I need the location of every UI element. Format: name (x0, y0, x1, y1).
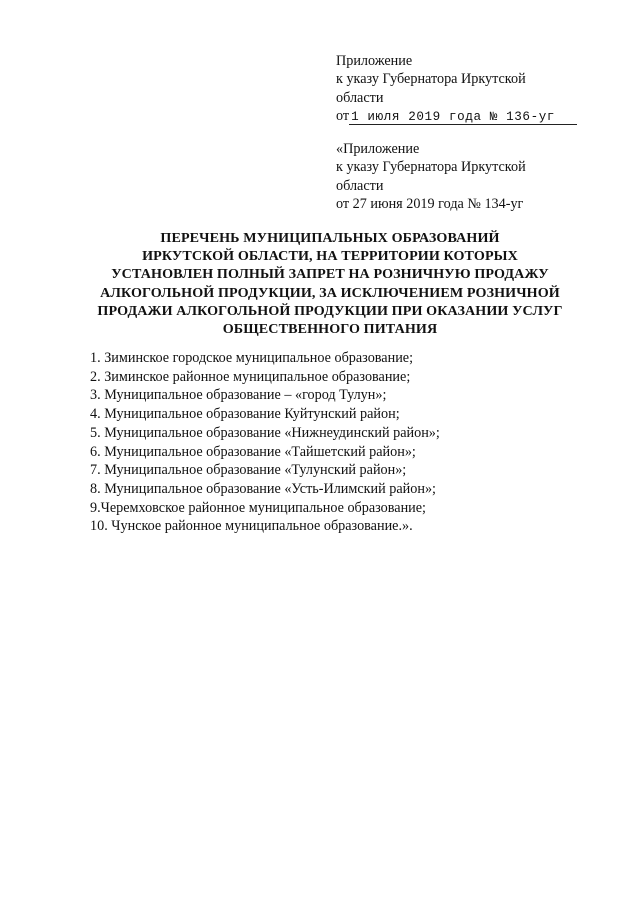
list-item: 6. Муниципальное образование «Тайшетский район»; (90, 443, 416, 460)
list-item: 10. Чунское районное муниципальное образование.». (90, 518, 413, 535)
list-item: 1. Зиминское городское муниципальное образование; (90, 350, 414, 366)
title-line: УСТАНОВЛЕН ПОЛНЫЙ ЗАПРЕТ НА РОЗНИЧНУЮ ПРОДАЖУ (111, 266, 549, 283)
appendix-decree-reference: к указу Губернатора Иркутской (336, 159, 526, 176)
list-item: 3. Муниципальное образование – «город Тулун»; (90, 387, 387, 404)
list-item: 2. Зиминское районное муниципальное образование; (90, 368, 411, 385)
appendix-label: Приложение (336, 53, 413, 69)
document-title (70, 229, 590, 338)
appendix-header-previous (336, 140, 616, 214)
title-line: АЛКОГОЛЬНОЙ ПРОДУКЦИИ, ЗА ИСКЛЮЧЕНИЕМ РОЗНИЧНОЙ (100, 284, 560, 301)
appendix-date-prefix: от (336, 108, 350, 125)
appendix-region: области (336, 89, 384, 106)
appendix-decree-reference: к указу Губернатора Иркутской (336, 71, 526, 88)
appendix-date-line (336, 107, 616, 125)
appendix-header-current (336, 52, 616, 126)
list-item: 5. Муниципальное образование «Нижнеудинский район»; (90, 424, 440, 441)
list-item: 4. Муниципальное образование Куйтунский район; (90, 406, 400, 423)
title-line: ПРОДАЖИ АЛКОГОЛЬНОЙ ПРОДУКЦИИ ПРИ ОКАЗАНИИ УСЛУГ (97, 302, 563, 319)
list-item: 9.Черемховское районное муниципальное образование; (90, 499, 427, 516)
title-line: ОБЩЕСТВЕННОГО ПИТАНИЯ (222, 321, 438, 338)
appendix-date-line: от 27 июня 2019 года № 134-уг (336, 196, 524, 213)
appendix-date-value: 1 июля 2019 года № 136-уг (349, 110, 577, 125)
appendix-region: области (336, 177, 384, 194)
title-line: ИРКУТСКОЙ ОБЛАСТИ, НА ТЕРРИТОРИИ КОТОРЫХ (142, 248, 518, 265)
title-line: ПЕРЕЧЕНЬ МУНИЦИПАЛЬНЫХ ОБРАЗОВАНИЙ (160, 230, 500, 246)
appendix-label: «Приложение (336, 141, 420, 157)
list-item: 7. Муниципальное образование «Тулунский район»; (90, 462, 407, 479)
list-item: 8. Муниципальное образование «Усть-Илимский район»; (90, 480, 436, 497)
municipality-list (90, 349, 610, 536)
